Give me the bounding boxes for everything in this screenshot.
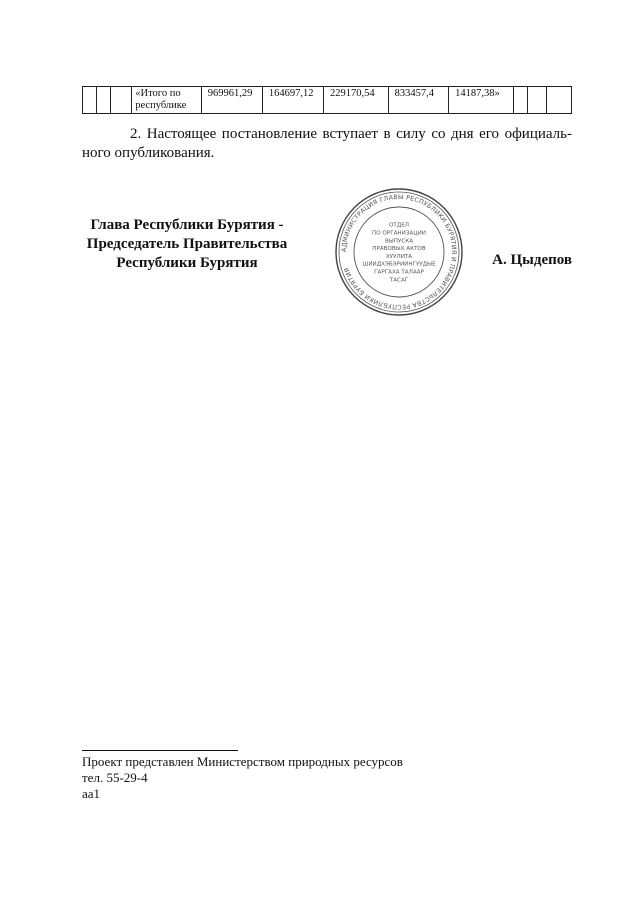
table-cell-value: 229170,54 bbox=[323, 87, 388, 114]
seal-center-line: ВЫПУСКА bbox=[384, 238, 414, 245]
seal-center-line: ШИИДХЭБЭРИИНГУУДЫЕ bbox=[362, 261, 436, 268]
seal-center-line: ХУУЛИТА bbox=[385, 253, 413, 260]
table-cell-empty bbox=[111, 87, 132, 114]
footer-line: тел. 55-29-4 bbox=[82, 770, 148, 785]
table-cell-empty bbox=[97, 87, 111, 114]
footer-divider bbox=[82, 750, 238, 751]
table-cell-empty bbox=[527, 87, 546, 114]
totals-table bbox=[82, 86, 572, 114]
table-cell-label: «Итого по республике bbox=[132, 87, 201, 114]
table-cell-value: 833457,4 bbox=[388, 87, 449, 114]
seal-center-line: ПО ОРГАНИЗАЦИИ bbox=[372, 230, 426, 237]
footer-notes bbox=[82, 754, 403, 802]
paragraph-text: 2. Настоящее постановление вступает в силу со дня его официаль-ного опубликования. bbox=[82, 126, 572, 161]
table-cell-empty bbox=[513, 87, 527, 114]
table-cell-empty bbox=[83, 87, 97, 114]
table-cell-value: 969961,29 bbox=[201, 87, 262, 114]
effective-date-paragraph bbox=[82, 125, 572, 163]
footer-line: аа1 bbox=[82, 786, 101, 801]
seal-center-line: ОТДЕЛ bbox=[389, 222, 409, 229]
table-row bbox=[83, 87, 572, 114]
svg-text:АДМИНИСТРАЦИЯ ГЛАВЫ РЕСПУБЛИКИ: АДМИНИСТРАЦИЯ ГЛАВЫ РЕСПУБЛИКИ БУРЯТИЯ И ПРАВИТЕЛЬСТВА РЕСПУБЛИКИ БУРЯТИЯ bbox=[340, 193, 458, 311]
footer-line: Проект представлен Министерством природных ресурсов bbox=[82, 754, 403, 769]
table-cell-value: 14187,38» bbox=[449, 87, 514, 114]
table-cell-empty bbox=[547, 87, 572, 114]
table-cell-value: 164697,12 bbox=[262, 87, 323, 114]
seal-center-line: ТАСАГ bbox=[389, 277, 409, 284]
signatory-title-line: Глава Республики Бурятия - bbox=[90, 217, 284, 233]
signatory-title-line: Республики Бурятия bbox=[116, 255, 258, 271]
seal-center-line: ГАРГАХА ТАЛААР bbox=[374, 269, 424, 276]
signatory-name: А. Цыдепов bbox=[492, 252, 572, 268]
seal-center-line: ПРАВОВЫХ АКТОВ bbox=[372, 246, 426, 253]
signatory-title bbox=[82, 216, 292, 273]
signatory-title-line: Председатель Правительства bbox=[86, 236, 288, 252]
official-seal-stamp bbox=[333, 186, 465, 318]
